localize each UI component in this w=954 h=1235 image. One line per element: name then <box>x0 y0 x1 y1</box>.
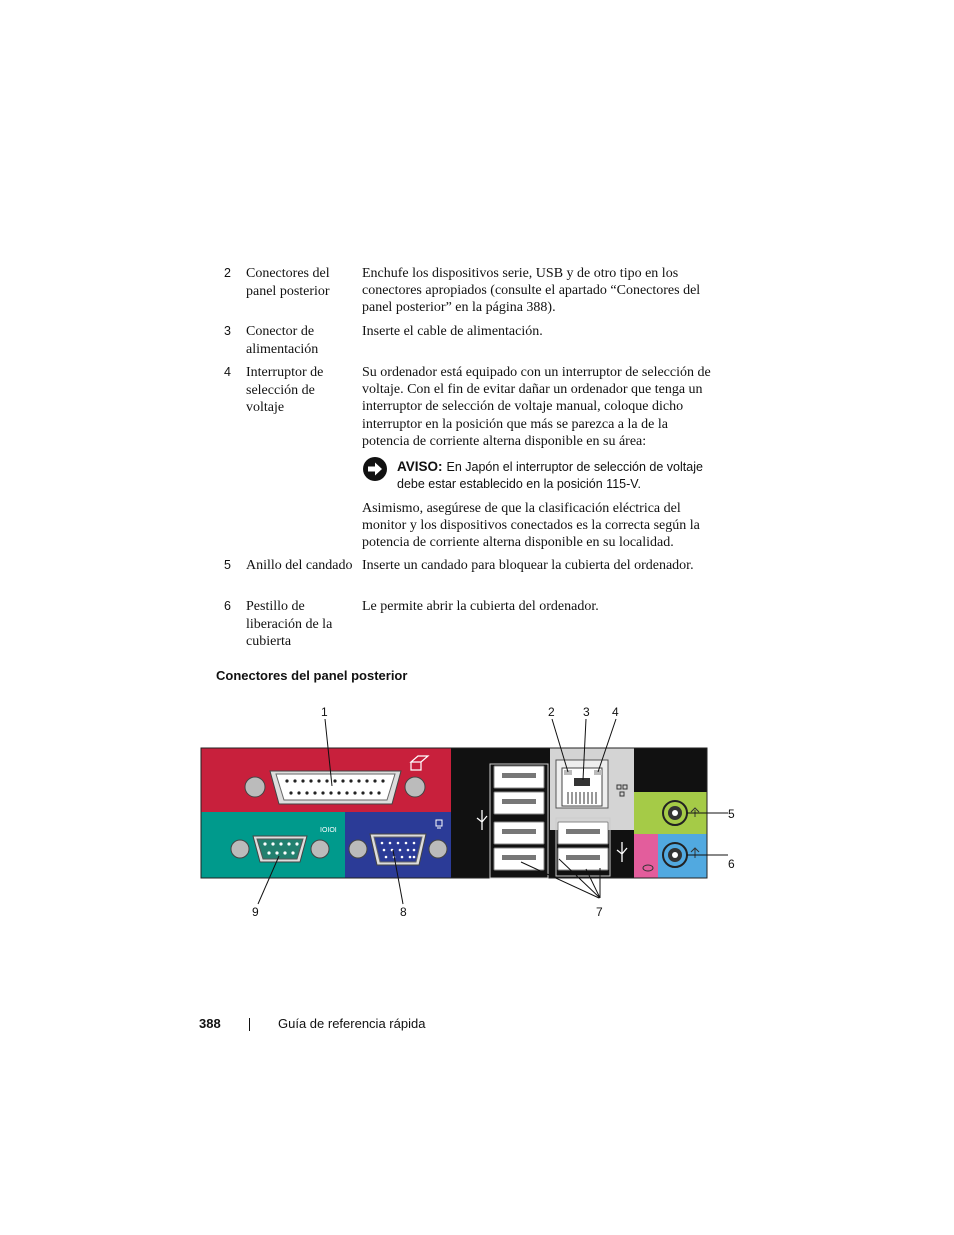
notice-body: En Japón el interruptor de selección de voltaje debe estar establecido en la posición 115-V. <box>397 460 703 491</box>
row-description: Inserte un candado para bloquear la cubierta del ordenador. <box>362 558 694 573</box>
row-number: 3 <box>224 324 231 338</box>
row-term: Pestillo de liberación de la cubierta <box>246 599 333 649</box>
row-number: 2 <box>224 266 231 280</box>
line-out-jack <box>663 801 687 825</box>
callout-8: 8 <box>400 905 407 919</box>
serial-label: IOIOI <box>320 827 337 834</box>
mic-panel <box>634 834 658 878</box>
callout-3: 3 <box>583 705 590 719</box>
row-number: 4 <box>224 365 231 379</box>
callout-7: 7 <box>596 905 603 919</box>
row-number: 5 <box>224 558 231 572</box>
row-term: Anillo del candado <box>246 558 353 573</box>
row-description: Su ordenador está equipado con un interruptor de selección de voltaje. Con el fin de evitar dañar un ordenador que tenga un interruptor de selección de voltaje manual, coloque dicho interruptor en la posición que más se parezca a la de la potencia de corriente alterna disponible en su área: <box>362 365 711 449</box>
notice-arrow-icon <box>362 456 388 482</box>
back-panel-diagram <box>196 700 756 922</box>
row-term: Conectores del panel posterior <box>246 266 330 299</box>
row-description: Enchufe los dispositivos serie, USB y de otro tipo en los conectores apropiados (consulte el apartado “Conectores del panel posterior” en la página 388). <box>362 266 701 316</box>
row-description: Inserte el cable de alimentación. <box>362 324 543 339</box>
row-number: 6 <box>224 599 231 613</box>
page-number: 388 <box>199 1016 221 1031</box>
row-description: Le permite abrir la cubierta del ordenador. <box>362 599 599 614</box>
callout-6: 6 <box>728 857 735 871</box>
callout-2: 2 <box>548 705 555 719</box>
line-in-jack <box>663 843 687 867</box>
after-notice-paragraph: Asimismo, asegúrese de que la clasificación eléctrica del monitor y los dispositivos conectados es la correcta según la potencia de corriente alterna disponible en su localidad. <box>362 501 700 551</box>
callout-5: 5 <box>728 807 735 821</box>
notice-label: AVISO: <box>397 459 443 474</box>
notice-text <box>397 458 717 493</box>
callout-1: 1 <box>321 705 328 719</box>
callout-4: 4 <box>612 705 619 719</box>
footer-title: Guía de referencia rápida <box>278 1016 426 1031</box>
row-term: Interruptor de selección de voltaje <box>246 365 324 415</box>
callout-9: 9 <box>252 905 259 919</box>
network-connector <box>556 760 608 808</box>
back-panel-svg <box>196 700 756 922</box>
row-term: Conector de alimentación <box>246 324 319 357</box>
footer-divider <box>249 1018 250 1031</box>
section-title: Conectores del panel posterior <box>216 668 408 683</box>
